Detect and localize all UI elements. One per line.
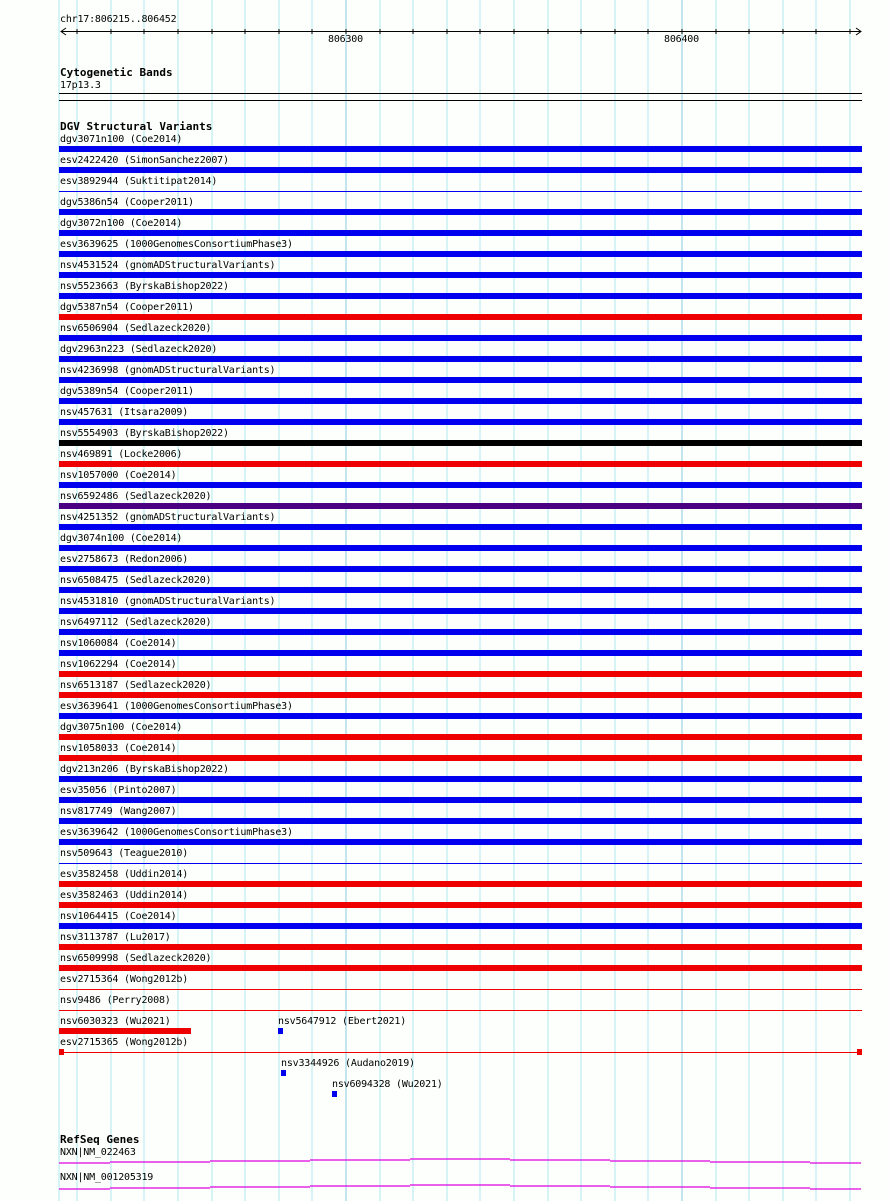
variant-label[interactable]: dgv5386n54 (Cooper2011): [60, 197, 194, 208]
variant-label[interactable]: nsv5523663 (ByrskaBishop2022): [60, 281, 229, 292]
variant-label[interactable]: nsv6497112 (Sedlazeck2020): [60, 617, 212, 628]
variant-label[interactable]: dgv5387n54 (Cooper2011): [60, 302, 194, 313]
variant-feature[interactable]: [59, 863, 862, 864]
variant-label[interactable]: dgv3072n100 (Coe2014): [60, 218, 183, 229]
variant-label[interactable]: nsv9486 (Perry2008): [60, 995, 171, 1006]
variant-feature[interactable]: [332, 1091, 337, 1097]
variant-feature[interactable]: [59, 755, 862, 761]
variant-feature[interactable]: [59, 797, 862, 803]
variant-feature[interactable]: [59, 251, 862, 257]
variant-label[interactable]: nsv1058033 (Coe2014): [60, 743, 177, 754]
variant-label[interactable]: nsv1057000 (Coe2014): [60, 470, 177, 481]
variant-label[interactable]: dgv3075n100 (Coe2014): [60, 722, 183, 733]
variant-label[interactable]: dgv213n206 (ByrskaBishop2022): [60, 764, 229, 775]
variant-label[interactable]: dgv3071n100 (Coe2014): [60, 134, 183, 145]
variant-feature[interactable]: [281, 1070, 286, 1076]
variant-label[interactable]: esv2715364 (Wong2012b): [60, 974, 189, 985]
variant-feature[interactable]: [59, 923, 862, 929]
variant-feature[interactable]: [59, 377, 862, 383]
variant-feature[interactable]: [59, 734, 862, 740]
variant-feature[interactable]: [59, 587, 862, 593]
variant-feature[interactable]: [59, 191, 862, 192]
variant-endpoint: [857, 1049, 862, 1055]
variant-feature[interactable]: [59, 1010, 862, 1011]
variant-feature[interactable]: [59, 440, 862, 446]
variant-label[interactable]: esv3582458 (Uddin2014): [60, 869, 189, 880]
variant-feature[interactable]: [59, 671, 862, 677]
variant-feature[interactable]: [59, 776, 862, 782]
variant-label[interactable]: nsv6094328 (Wu2021): [332, 1079, 443, 1090]
variant-feature[interactable]: [59, 881, 862, 887]
variant-label[interactable]: nsv1064415 (Coe2014): [60, 911, 177, 922]
tick-label-806300: 806300: [328, 34, 363, 45]
variant-feature[interactable]: [59, 398, 862, 404]
dgv-track-title[interactable]: DGV Structural Variants: [60, 120, 213, 133]
variant-feature[interactable]: [59, 335, 862, 341]
variant-feature[interactable]: [59, 944, 862, 950]
variant-label[interactable]: nsv5647912 (Ebert2021): [278, 1016, 407, 1027]
variant-feature[interactable]: [59, 902, 862, 908]
variant-label[interactable]: dgv2963n223 (Sedlazeck2020): [60, 344, 218, 355]
variant-feature[interactable]: [59, 146, 862, 152]
variant-feature[interactable]: [278, 1028, 283, 1034]
variant-label[interactable]: esv2715365 (Wong2012b): [60, 1037, 189, 1048]
variant-feature[interactable]: [59, 629, 862, 635]
variant-feature[interactable]: [59, 818, 862, 824]
variant-feature[interactable]: [59, 566, 862, 572]
variant-feature[interactable]: [59, 650, 862, 656]
variant-feature[interactable]: [59, 1028, 191, 1034]
variant-feature[interactable]: [59, 314, 862, 320]
variant-label[interactable]: dgv3074n100 (Coe2014): [60, 533, 183, 544]
variant-feature[interactable]: [59, 608, 862, 614]
variant-label[interactable]: esv3639641 (1000GenomesConsortiumPhase3): [60, 701, 293, 712]
variant-label[interactable]: nsv4236998 (gnomADStructuralVariants): [60, 365, 276, 376]
variant-feature[interactable]: [59, 989, 862, 990]
variant-label[interactable]: esv3639642 (1000GenomesConsortiumPhase3): [60, 827, 293, 838]
variant-label[interactable]: nsv817749 (Wang2007): [60, 806, 177, 817]
variant-label[interactable]: nsv3113787 (Lu2017): [60, 932, 171, 943]
variant-label[interactable]: nsv4531524 (gnomADStructuralVariants): [60, 260, 276, 271]
cytoband-track-title[interactable]: Cytogenetic Bands: [60, 66, 173, 79]
variant-label[interactable]: nsv1062294 (Coe2014): [60, 659, 177, 670]
variant-feature[interactable]: [59, 503, 862, 509]
variant-label[interactable]: nsv4531810 (gnomADStructuralVariants): [60, 596, 276, 607]
variant-feature[interactable]: [59, 209, 862, 215]
variant-label[interactable]: nsv469891 (Locke2006): [60, 449, 183, 460]
variant-label[interactable]: nsv6509998 (Sedlazeck2020): [60, 953, 212, 964]
variant-label[interactable]: nsv6506904 (Sedlazeck2020): [60, 323, 212, 334]
variant-label[interactable]: nsv509643 (Teague2010): [60, 848, 189, 859]
cytoband-label: 17p13.3: [60, 80, 101, 91]
gene-label[interactable]: NXN|NM_022463: [60, 1147, 136, 1158]
track-divider: [59, 100, 862, 101]
ruler-location: chr17:806215..806452: [60, 14, 177, 25]
variant-label[interactable]: nsv1060084 (Coe2014): [60, 638, 177, 649]
variant-label[interactable]: nsv4251352 (gnomADStructuralVariants): [60, 512, 276, 523]
variant-feature[interactable]: [59, 167, 862, 173]
variant-endpoint: [59, 1049, 64, 1055]
variant-feature[interactable]: [59, 356, 862, 362]
variant-label[interactable]: nsv5554903 (ByrskaBishop2022): [60, 428, 229, 439]
variant-feature[interactable]: [59, 713, 862, 719]
variant-label[interactable]: esv3892944 (Suktitipat2014): [60, 176, 218, 187]
variant-label[interactable]: dgv5389n54 (Cooper2011): [60, 386, 194, 397]
variant-label[interactable]: esv3639625 (1000GenomesConsortiumPhase3): [60, 239, 293, 250]
variant-feature[interactable]: [59, 545, 862, 551]
variant-label[interactable]: nsv457631 (Itsara2009): [60, 407, 189, 418]
variant-label[interactable]: nsv3344926 (Audano2019): [281, 1058, 415, 1069]
variant-label[interactable]: nsv6030323 (Wu2021): [60, 1016, 171, 1027]
cytoband-band[interactable]: [59, 93, 862, 94]
variant-feature[interactable]: [60, 1052, 862, 1053]
variant-feature[interactable]: [59, 461, 862, 467]
variant-feature[interactable]: [59, 419, 862, 425]
variant-label[interactable]: esv2758673 (Redon2006): [60, 554, 189, 565]
tick-label-806400: 806400: [664, 34, 699, 45]
variant-label[interactable]: esv2422420 (SimonSanchez2007): [60, 155, 229, 166]
variant-label[interactable]: nsv6513187 (Sedlazeck2020): [60, 680, 212, 691]
variant-feature[interactable]: [59, 524, 862, 530]
variant-feature[interactable]: [59, 230, 862, 236]
variant-feature[interactable]: [59, 692, 862, 698]
variant-label[interactable]: nsv6508475 (Sedlazeck2020): [60, 575, 212, 586]
variant-label[interactable]: esv3582463 (Uddin2014): [60, 890, 189, 901]
variant-feature[interactable]: [59, 839, 862, 845]
variant-feature[interactable]: [59, 965, 862, 971]
refseq-track-title[interactable]: RefSeq Genes: [60, 1133, 140, 1146]
gene-label[interactable]: NXN|NM_001205319: [60, 1172, 154, 1183]
variant-feature[interactable]: [59, 272, 862, 278]
variant-label[interactable]: nsv6592486 (Sedlazeck2020): [60, 491, 212, 502]
variant-feature[interactable]: [59, 482, 862, 488]
variant-feature[interactable]: [59, 293, 862, 299]
variant-label[interactable]: esv35056 (Pinto2007): [60, 785, 177, 796]
